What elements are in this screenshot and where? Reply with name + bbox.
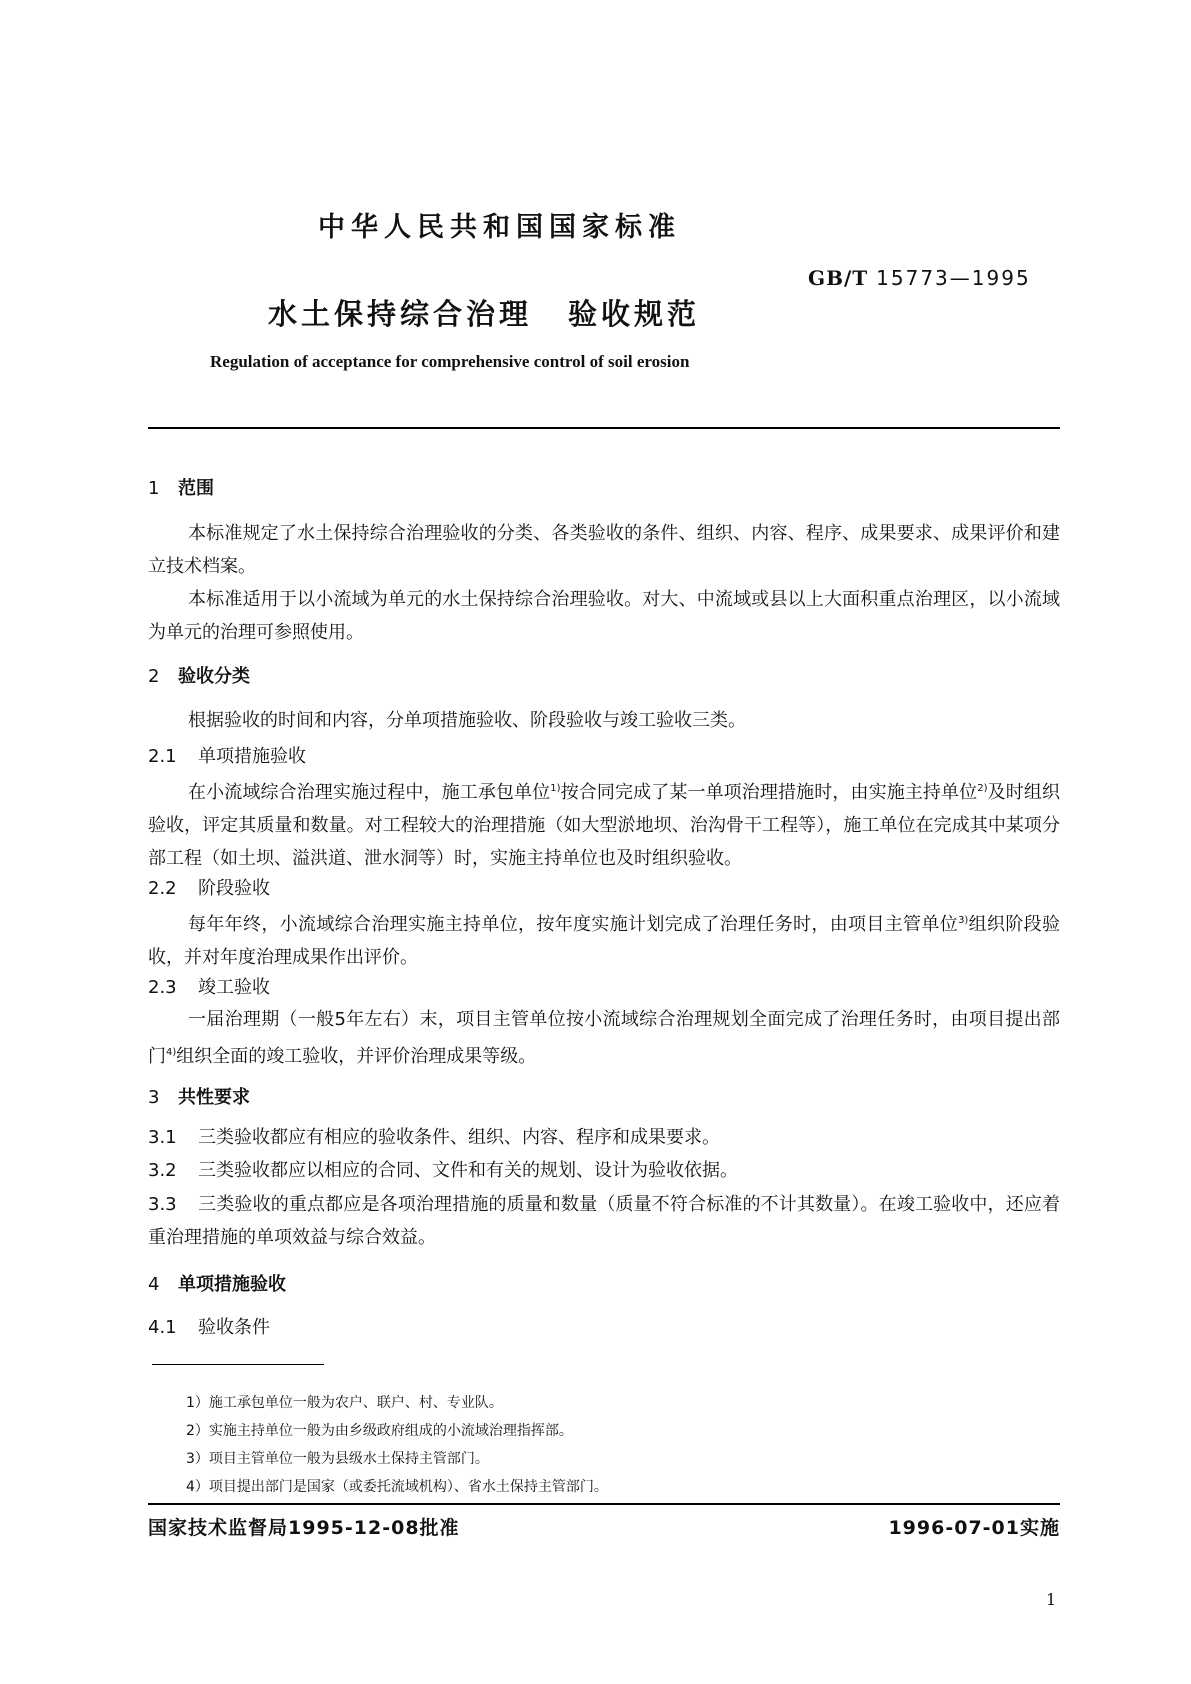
subsection-2-1-paragraph [148,772,1060,875]
subsection-number: 4.1 [148,1317,177,1338]
standard-code-prefix: GB/T [808,266,869,290]
requirement-number: 3.2 [148,1160,177,1181]
header-divider [148,427,1060,429]
requirement-text: 三类验收的重点都应是各项治理措施的质量和数量（质量不符合标准的不计其数量）。在竣工验收中，还应着重治理措施的单项效益与综合效益。 [148,1194,1060,1248]
footnote-divider [152,1364,324,1365]
title-part-2: 验收规范 [568,297,701,331]
section-1-paragraph-2: 本标准适用于以小流域为单元的水土保持综合治理验收。对大、中流域或县以上大面积重点治理区，以小流域为单元的治理可参照使用。 [148,589,1060,643]
requirement-3-2 [148,1154,1060,1187]
title-part-1: 水土保持综合治理 [268,297,533,331]
section-2-heading [148,662,250,688]
section-4-heading [148,1270,286,1296]
requirement-3-1 [148,1121,1060,1154]
text-run: 组织阶段验收，并对年度治理成果作出评价。 [148,914,1061,968]
requirement-text: 三类验收都应以相应的合同、文件和有关的规划、设计为验收依据。 [198,1160,738,1181]
text-run: 按合同完成了某一单项治理措施时，由实施主持单位 [560,782,978,803]
standard-code-number: 15773—1995 [876,266,1031,290]
subsection-number: 2.2 [148,878,177,899]
subsection-number: 2.1 [148,746,177,767]
section-title: 单项措施验收 [178,1274,286,1295]
footnote-2: 2）实施主持单位一般为由乡级政府组成的小流域治理指挥部。 [186,1423,573,1439]
subsection-2-1-heading [148,742,306,768]
section-1-heading [148,474,214,500]
subsection-2-2-paragraph [148,904,1060,974]
requirement-3-3 [148,1188,1060,1254]
text-run: 组织全面的竣工验收，并评价治理成果等级。 [176,1046,537,1067]
text-run: 一届治理期（一般5年左右）末，项目主管单位按小流域综合治理规划全面完成了治理任务时，由项目提出部门 [148,1009,1060,1067]
footnote-4: 4）项目提出部门是国家（或委托流域机构）、省水土保持主管部门。 [186,1479,608,1495]
subsection-2-3-heading [148,973,270,999]
subsection-title: 竣工验收 [198,977,270,998]
subsection-2-2-heading [148,874,270,900]
text-run: 每年年终，小流域综合治理实施主持单位，按年度实施计划完成了治理任务时，由项目主管单位 [188,914,959,935]
section-number: 3 [148,1087,160,1108]
section-3-heading [148,1083,250,1109]
requirement-text: 三类验收都应有相应的验收条件、组织、内容、程序和成果要求。 [198,1127,720,1148]
section-number: 1 [148,478,160,499]
section-number: 4 [148,1274,160,1295]
requirement-number: 3.3 [148,1194,177,1215]
subsection-2-3-paragraph [148,1003,1060,1073]
subsection-number: 2.3 [148,977,177,998]
section-1-paragraph-1: 本标准规定了水土保持综合治理验收的分类、各类验收的条件、组织、内容、程序、成果要求、成果评价和建立技术档案。 [148,523,1060,577]
footnote-ref-2: 2) [977,783,988,794]
footnote-ref-1: 1) [550,783,561,794]
footnote-1: 1）施工承包单位一般为农户、联户、村、专业队。 [186,1395,503,1411]
text-run: 及时组织验收，评定其质量和数量。对工程较大的治理措施（如大型淤地坝、治沟骨干工程等），施工单位在完成其中某项分部工程（如土坝、溢洪道、泄水洞等）时，实施主持单位也及时组织验收。 [148,782,1061,869]
subsection-4-1-heading [148,1313,270,1339]
footnote-3: 3）项目主管单位一般为县级水土保持主管部门。 [186,1451,489,1467]
footnote-ref-3: 3) [958,915,969,926]
section-title: 验收分类 [178,666,250,687]
requirement-number: 3.1 [148,1127,177,1148]
section-title: 范围 [178,478,214,499]
effective-date: 1996-07-01实施 [888,1517,1060,1539]
subsection-title: 阶段验收 [198,878,270,899]
section-2-paragraph: 根据验收的时间和内容，分单项措施验收、阶段验收与竣工验收三类。 [188,710,746,731]
page-number: 1 [1046,1590,1057,1609]
text-run: 在小流域综合治理实施过程中，施工承包单位 [188,782,551,803]
approval-statement: 国家技术监督局1995-12-08批准 [148,1517,460,1539]
national-standard-heading: 中华人民共和国国家标准 [318,212,681,243]
english-title: Regulation of acceptance for comprehensive control of soil erosion [210,352,690,371]
document-title [268,292,700,333]
footnote-ref-4: 4) [166,1047,177,1058]
section-number: 2 [148,666,160,687]
standard-code [808,266,1031,290]
section-title: 共性要求 [178,1087,250,1108]
subsection-title: 验收条件 [198,1317,270,1338]
subsection-title: 单项措施验收 [198,746,306,767]
footer-divider [148,1503,1060,1505]
